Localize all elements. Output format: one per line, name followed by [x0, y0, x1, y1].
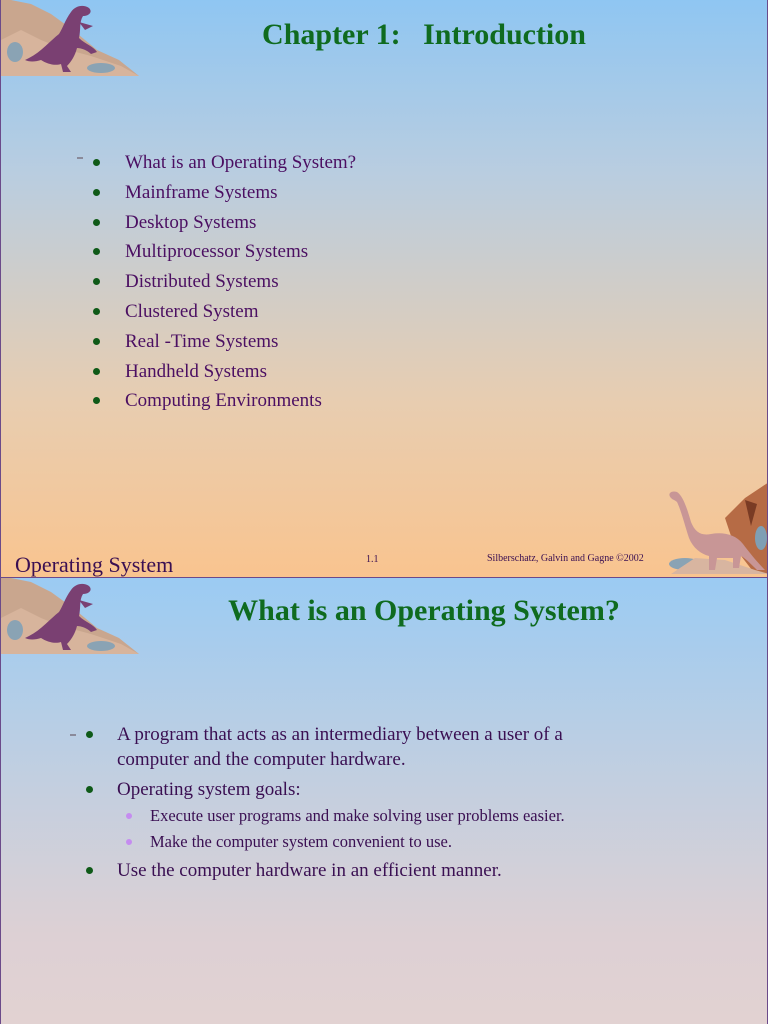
list-item: Desktop Systems [93, 208, 356, 238]
bullet-icon [93, 189, 100, 196]
bullet-icon [93, 308, 100, 315]
sub-list-item: Make the computer system convenient to use. [117, 829, 565, 855]
bullet-icon [86, 731, 93, 738]
list-item: Clustered System [93, 297, 356, 327]
bullet-icon [93, 159, 100, 166]
list-item: Distributed Systems [93, 267, 356, 297]
list-item: Use the computer hardware in an efficient manner. [86, 858, 565, 883]
bullet-icon [93, 219, 100, 226]
sub-bullet-icon [126, 813, 132, 819]
sub-bullet-icon [126, 839, 132, 845]
list-item: What is an Operating System? [93, 148, 356, 178]
stray-mark [77, 157, 83, 159]
list-item: Mainframe Systems [93, 178, 356, 208]
list-item: Real -Time Systems [93, 327, 356, 357]
list-item: A program that acts as an intermediary between a user of a computer and the computer hardware. [86, 722, 565, 772]
bullet-icon [93, 368, 100, 375]
bullet-icon [86, 867, 93, 874]
bullet-icon [93, 248, 100, 255]
bullet-icon [93, 397, 100, 404]
footer-course-title: Operating System [15, 552, 174, 577]
content-list [86, 722, 565, 883]
stray-mark [70, 734, 76, 736]
bullet-icon [93, 338, 100, 345]
list-item: Multiprocessor Systems [93, 237, 356, 267]
list-item: Computing Environments [93, 386, 356, 416]
bullet-icon [93, 278, 100, 285]
bullet-icon [86, 786, 93, 793]
topic-list [93, 148, 356, 416]
sub-list [117, 803, 565, 855]
dinosaur-brontosaurus-icon [665, 478, 768, 576]
list-item: Operating system goals: Execute user programs and make solving user problems easier. Make the computer system convenient to use. [86, 777, 565, 855]
slide-title: Chapter 1: Introduction [262, 18, 586, 51]
page-number: 1.1 [366, 554, 379, 565]
footer-credit: Silberschatz, Galvin and Gagne ©2002 [487, 553, 644, 564]
slide-title: What is an Operating System? [228, 594, 620, 627]
sub-list-item: Execute user programs and make solving user problems easier. [117, 803, 565, 829]
list-item: Handheld Systems [93, 357, 356, 387]
